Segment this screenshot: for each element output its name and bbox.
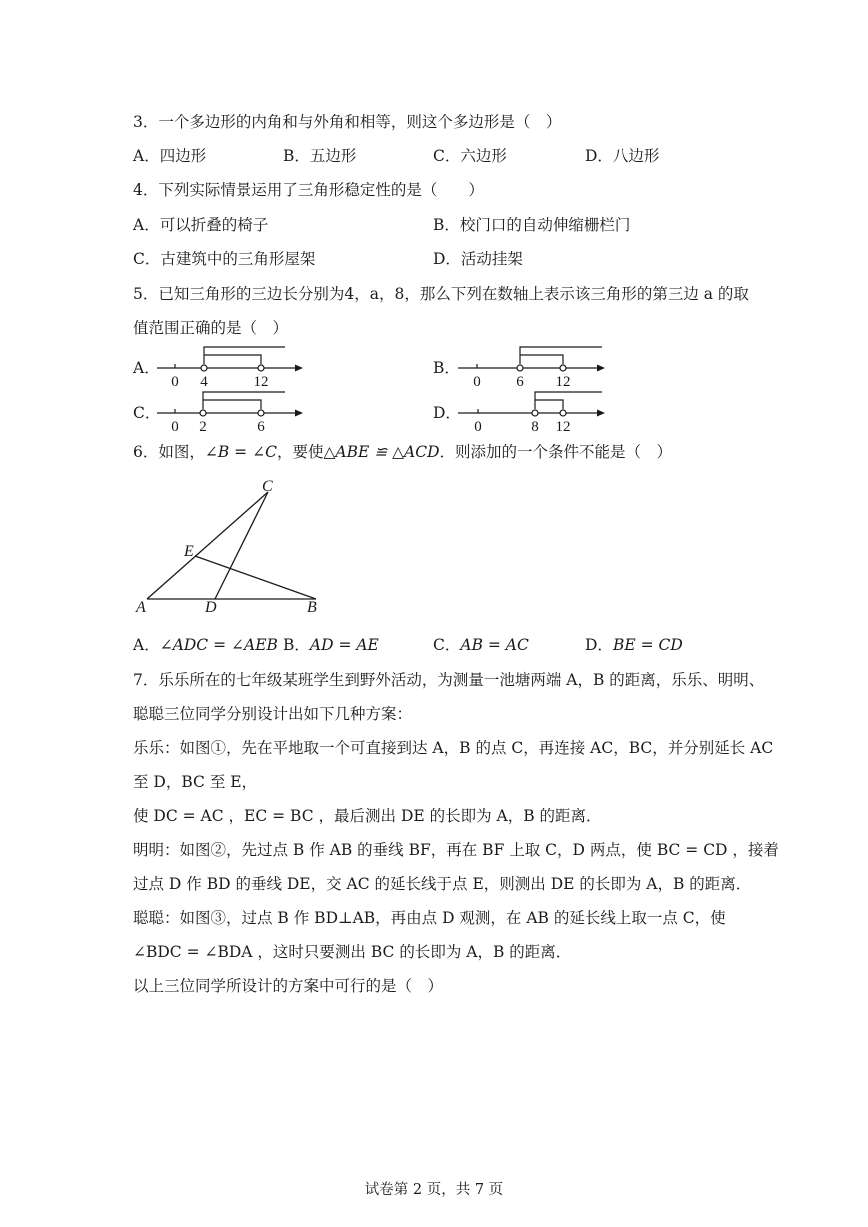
arrow-right-icon [597,365,605,372]
q4-option-d: D．活动挂架 [433,250,523,268]
point-label-e: E [184,543,194,560]
q7-line-1: 7．乐乐所在的七年级某班学生到野外活动，为测量一池塘两端 A，B 的距离，乐乐、明明、 [133,671,765,689]
q7-line-10: 以上三位同学所设计的方案中可行的是（ ） [133,977,444,995]
open-circle-icon [517,365,523,371]
tick-label: 12 [253,374,269,390]
option-expr: ∠ADC = ∠AEB [159,636,278,654]
q6-triangle-figure [130,470,330,620]
open-circle-icon [258,365,264,371]
q3-stem: 3．一个多边形的内角和与外角和相等，则这个多边形是（ ） [133,113,562,131]
open-circle-icon [560,365,566,371]
q6-option-a [133,635,278,655]
option-letter: C． [433,636,461,654]
q6-stem-mid: ，要使 [276,443,324,461]
q5-number-line-d [456,385,608,433]
q6-stem-prefix: 6．如图， [133,443,205,461]
q3-option-d: D．八边形 [585,147,660,165]
tick-label: 6 [516,374,524,390]
q6-stem [133,442,672,462]
q4-option-c: C．古建筑中的三角形屋架 [133,250,316,268]
q4-stem: 4．下列实际情景运用了三角形稳定性的是（ ） [133,181,484,199]
arrow-right-icon [597,410,605,417]
q5-option-d-label: D． [433,404,461,422]
open-circle-icon [532,410,538,416]
option-expr: AD = AE [309,636,379,654]
q3-option-b: B．五边形 [283,147,357,165]
q5-option-b-label: B． [433,359,460,377]
q6-stem-suffix: ．则添加的一个条件不能是（ ） [439,443,673,461]
q5-stem-line1: 5．已知三角形的三边长分别为4，a，8，那么下列在数轴上表示该三角形的第三边 a 的取 [133,285,749,303]
segment-cd [215,492,268,599]
option-expr: AB = AC [460,636,529,654]
option-letter: B． [283,636,310,654]
point-label-b: B [307,599,317,616]
q6-option-b [283,635,379,655]
point-label-a: A [136,599,146,616]
tick-label: 0 [474,419,482,435]
q4-option-a: A．可以折叠的椅子 [133,216,269,234]
point-label-c: C [262,478,273,495]
point-label-d: D [205,599,217,616]
tick-label: 2 [199,419,207,435]
q3-option-c: C．六边形 [433,147,507,165]
q7-line-9: ∠BDC = ∠BDA ，这时只要测出 BC 的长即为 A，B 的距离． [133,943,572,961]
open-circle-icon [200,410,206,416]
q6-option-d [585,635,683,655]
open-circle-icon [201,365,207,371]
q7-line-3: 乐乐：如图①，先在平地取一个可直接到达 A，B 的点 C，再连接 AC，BC，并分别延长 AC [133,739,774,757]
option-expr: BE = CD [612,636,683,654]
open-circle-icon [560,410,566,416]
q5-number-line-b [456,340,608,388]
segment-ac [147,492,268,599]
tick-label: 12 [555,419,571,435]
arrow-right-icon [295,410,303,417]
page-footer: 试卷第 2 页，共 7 页 [364,1182,504,1198]
q7-line-5: 使 DC = AC ，EC = BC ，最后测出 DE 的长即为 A，B 的距离． [133,807,602,825]
q7-line-6: 明明：如图②，先过点 B 作 AB 的垂线 BF，再在 BF 上取 C，D 两点，使 BC = CD ，接着 [133,841,779,859]
tick-label: 4 [200,374,208,390]
q7-line-4: 至 D，BC 至 E， [133,773,258,791]
q3-option-a: A．四边形 [133,147,207,165]
option-letter: A． [133,636,160,654]
q5-option-a-label: A． [133,359,160,377]
tick-label: 6 [257,419,265,435]
q7-line-8: 聪聪：如图③，过点 B 作 BD⊥AB，再由点 D 观测，在 AB 的延长线上取一点 C，使 [133,909,726,927]
option-letter: D． [585,636,613,654]
open-circle-icon [258,410,264,416]
q5-number-line-c [155,385,305,433]
q6-congruence: △ABE ≌ △ACD [323,443,440,461]
q5-stem-line2: 值范围正确的是（ ） [133,319,289,337]
q6-option-c [433,635,529,655]
tick-label: 8 [531,419,539,435]
q6-condition: ∠B = ∠C [204,443,277,461]
tick-label: 0 [473,374,481,390]
q4-option-b: B．校门口的自动伸缩栅栏门 [433,216,631,234]
tick-label: 12 [555,374,571,390]
q5-option-c-label: C． [133,404,161,422]
q7-line-7: 过点 D 作 BD 的垂线 DE，交 AC 的延长线于点 E，则测出 DE 的长即为 A，B 的距离． [133,875,752,893]
segment-be [195,556,316,599]
q5-number-line-a [155,340,305,388]
arrow-right-icon [295,365,303,372]
tick-label: 0 [171,419,179,435]
q7-line-2: 聪聪三位同学分别设计出如下几种方案： [133,705,413,723]
tick-label: 0 [171,374,179,390]
